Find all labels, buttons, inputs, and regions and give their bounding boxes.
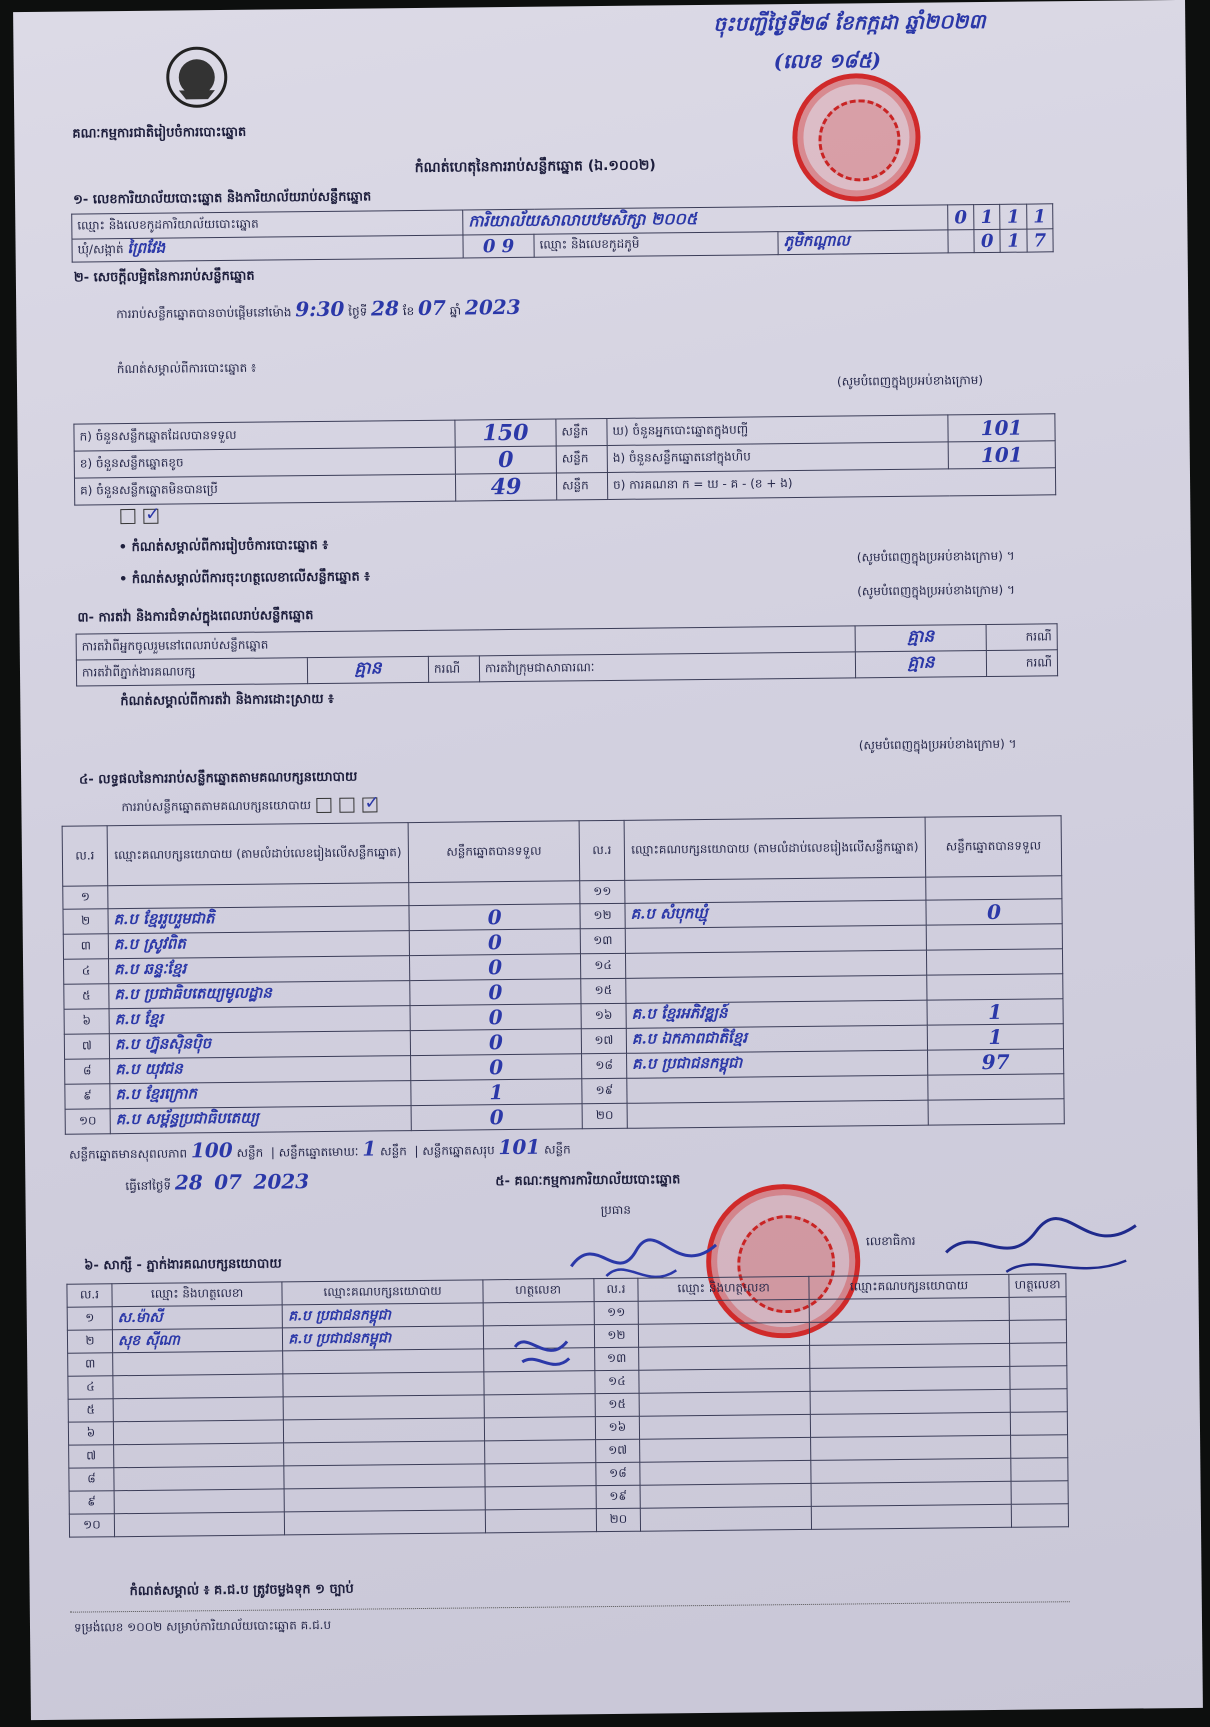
witness-no: ៥ xyxy=(68,1399,113,1422)
witness-no: ៨ xyxy=(69,1468,114,1491)
row-unused-label: គ) ចំនួនសន្លឹកឆ្នោតមិនបានប្រើ xyxy=(74,474,455,505)
total-invalid: 1 xyxy=(362,1136,377,1161)
case-label: ករណី xyxy=(986,650,1057,677)
station-code-2: 1 xyxy=(974,204,1001,229)
party-name: គ.ប ស្រូវពិត xyxy=(108,931,409,959)
witness-sign xyxy=(1010,1343,1067,1367)
witness-name xyxy=(639,1368,810,1393)
witness-no: ១ xyxy=(67,1307,112,1330)
witness-name xyxy=(639,1299,810,1324)
station-code-3: 1 xyxy=(1000,204,1027,229)
party-no: ៩ xyxy=(65,1084,110,1109)
section2-heading: ២- សេចក្ដីលម្អិតនៃការរាប់សន្លឹកឆ្នោត xyxy=(73,268,255,286)
case-label: ករណី xyxy=(986,624,1057,651)
ballot-count-table xyxy=(73,413,1056,505)
witness-sign xyxy=(1010,1320,1067,1344)
party-no: ២ xyxy=(63,909,108,934)
party-votes: 0 xyxy=(411,1104,582,1131)
complaint-2-value: គ្មាន xyxy=(307,656,428,683)
witness-name xyxy=(639,1322,810,1347)
section1-heading: ១- លេខការិយាល័យបោះឆ្នោត និងការិយាល័យរាប់សន្លឹកឆ្នោត xyxy=(72,189,372,208)
party-name: គ.ប ឯកភាពជាតិខ្មែរ xyxy=(626,1025,927,1053)
witness-sign xyxy=(1011,1458,1068,1482)
witness-name xyxy=(114,1512,285,1537)
station-label: ឈ្មោះ និងលេខកូដការិយាល័យបោះឆ្នោត xyxy=(72,210,463,239)
checkbox-line xyxy=(118,503,161,525)
party-name: គ.ប យុវជន xyxy=(110,1056,411,1084)
complaint-note: កំណត់សម្គាល់ពីការតវ៉ា និងការដោះស្រាយ ៖ xyxy=(120,691,334,710)
unit: សន្លឹក xyxy=(556,445,607,473)
party-no: ១៧ xyxy=(581,1028,626,1053)
village-code-1: 0 xyxy=(974,229,1001,252)
witness-no: ១៨ xyxy=(595,1462,640,1485)
checkbox-b[interactable] xyxy=(340,798,355,813)
party-name: គ.ប ខ្មែររួបរួមជាតិ xyxy=(108,906,409,934)
party-votes: 0 xyxy=(409,904,580,931)
commune-name: ព្រៃវែង xyxy=(127,238,166,257)
note-b: (សូមបំពេញក្នុងប្រអប់ខាងក្រោម) xyxy=(836,373,984,389)
party-no: ១៣ xyxy=(580,928,625,953)
party-votes xyxy=(928,1074,1064,1100)
col-no: ល.រ xyxy=(67,1284,112,1307)
party-name xyxy=(627,1075,928,1103)
count-start-line: ការរាប់សន្លឹកឆ្នោតបានចាប់ផ្ដើមនៅម៉ោង 9:30 ថ្ងៃទី 28 ខែ 07 ឆ្នាំ 2023 xyxy=(116,294,521,322)
village-label: ឈ្មោះ និងលេខកូដភូមិ xyxy=(534,232,779,258)
village-code-3: 7 xyxy=(1027,229,1054,252)
witness-no: ៦ xyxy=(68,1422,113,1445)
party-votes: 0 xyxy=(926,899,1062,925)
witness-sign xyxy=(484,1440,595,1464)
witness-party: គ.ប ប្រជាជនកម្ពុជា xyxy=(283,1326,484,1351)
checkbox-no[interactable] xyxy=(120,509,135,524)
witness-party xyxy=(285,1510,486,1535)
witness-no: ៩ xyxy=(69,1491,114,1514)
witness-no: ៧ xyxy=(69,1445,114,1468)
witness-sign xyxy=(1011,1481,1068,1505)
party-name: គ.ប សម្ព័ន្ធប្រជាធិបតេយ្យ xyxy=(110,1106,411,1134)
remark-2: • កំណត់សម្គាល់ពីការចុះហត្ថលេខាលើសន្លឹកឆ្នោត ៖ xyxy=(118,569,371,588)
row-unused-value: 49 xyxy=(455,473,556,501)
party-votes: 1 xyxy=(927,1024,1063,1050)
witness-no: ១៩ xyxy=(596,1485,641,1508)
party-votes xyxy=(926,876,1062,900)
witness-party xyxy=(809,1320,1010,1345)
party-results-table xyxy=(62,815,1065,1134)
party-votes xyxy=(926,949,1062,975)
party-no: ៧ xyxy=(64,1034,109,1059)
witness-name xyxy=(640,1460,811,1485)
col-sign: ហត្ថលេខា xyxy=(1009,1274,1066,1298)
party-no: ១៨ xyxy=(582,1053,627,1078)
complaint-note-hint: (សូមបំពេញក្នុងប្រអប់ខាងក្រោម) ។ xyxy=(858,736,1017,753)
party-name: គ.ប ហ្វ៊ុនស៊ិនប៉ិច xyxy=(109,1031,410,1059)
registry-number: (លេខ ១៨៥) xyxy=(773,48,882,74)
party-no: ១៥ xyxy=(581,978,626,1003)
witness-party: គ.ប ប្រជាជនកម្ពុជា xyxy=(283,1303,484,1328)
complaint-row-3: ការតវ៉ាក្រុមជាសាធារណៈ xyxy=(479,652,855,682)
total-valid: 100 xyxy=(190,1137,233,1163)
witness-party xyxy=(810,1366,1011,1391)
witness-name: សុខ ស៊ីណា xyxy=(112,1328,283,1353)
registry-note: ចុះបញ្ជីថ្ងៃទី២៨ ខែកក្កដា ឆ្នាំ២០២៣ xyxy=(713,9,986,36)
party-votes: 0 xyxy=(410,1029,581,1056)
totals-line: សន្លឹកឆ្នោតមានសុពលភាព 100 សន្លឹក | សន្លឹកឆ្នោតមោឃៈ 1 សន្លឹក | សន្លឹកឆ្នោតសរុប 101 សន្លឹក xyxy=(68,1134,571,1163)
party-votes: 1 xyxy=(411,1079,582,1106)
form-title: កំណត់ហេតុនៃការរាប់សន្លឹកឆ្នោត (ឯ.១០០២) xyxy=(414,157,656,176)
checkbox-a[interactable] xyxy=(317,798,332,813)
row-inbox-value: 101 xyxy=(948,441,1055,469)
case-label: ករណី xyxy=(428,656,479,683)
station-name: ការិយាល័យសាលាបឋមសិក្សា ២០០៥ xyxy=(463,205,948,235)
party-name xyxy=(626,975,927,1003)
witness-sign xyxy=(483,1302,594,1326)
complaint-1-value: គ្មាន xyxy=(855,625,986,652)
witness-name xyxy=(113,1351,284,1376)
witness-no: ៣ xyxy=(68,1353,113,1376)
party-no: ១៦ xyxy=(581,1003,626,1028)
party-votes: 1 xyxy=(927,999,1063,1025)
witness-party xyxy=(809,1343,1010,1368)
witness-party xyxy=(284,1418,485,1443)
party-votes xyxy=(409,881,580,906)
party-no: ១២ xyxy=(580,903,625,928)
witness-sign xyxy=(1011,1435,1068,1459)
party-votes xyxy=(926,924,1062,950)
party-name xyxy=(108,883,409,909)
row-formula: ច) ការគណនា ក = ឃ - គ - (ខ + ង) xyxy=(607,468,1055,500)
witness-name xyxy=(639,1345,810,1370)
start-day: 28 xyxy=(370,296,400,321)
witness-name xyxy=(641,1506,812,1531)
witness-table xyxy=(66,1273,1069,1537)
col-votes: សន្លឹកឆ្នោតបានទទួល xyxy=(925,816,1062,877)
witness-name xyxy=(640,1391,811,1416)
witness-name xyxy=(640,1483,811,1508)
chair-label: ប្រធាន xyxy=(600,1202,631,1218)
witness-sign xyxy=(485,1509,596,1533)
witness-no: ១៣ xyxy=(594,1347,639,1370)
witness-name xyxy=(113,1420,284,1445)
witness-sign xyxy=(1010,1366,1067,1390)
party-no: ៣ xyxy=(63,934,108,959)
witness-party xyxy=(284,1464,485,1489)
party-no: ១៩ xyxy=(582,1078,627,1103)
witness-name xyxy=(640,1437,811,1462)
date-day: 28 xyxy=(174,1170,203,1195)
col-party: ឈ្មោះគណបក្សនយោបាយ xyxy=(809,1274,1010,1299)
party-name: គ.ប សំបុកឃ្មុំ xyxy=(625,900,926,928)
witness-no: ១៤ xyxy=(594,1370,639,1393)
station-code-1: 0 xyxy=(947,205,974,230)
col-name: ឈ្មោះ និងហត្ថលេខា xyxy=(638,1276,809,1301)
start-year: 2023 xyxy=(464,294,521,320)
remark-1: • កំណត់សម្គាល់ពីការរៀបចំការបោះឆ្នោត ៖ xyxy=(118,537,329,556)
witness-sign xyxy=(484,1417,595,1441)
party-no: ១៤ xyxy=(580,953,625,978)
official-seal-top xyxy=(792,73,921,202)
witness-name xyxy=(640,1414,811,1439)
date-line: ធ្វើនៅថ្ងៃទី 28 07 2023 xyxy=(125,1169,310,1195)
party-no: ១ xyxy=(63,886,108,909)
checkbox-yes[interactable]: ✓ xyxy=(145,503,161,525)
witness-no: ១០ xyxy=(69,1514,114,1537)
remark-1-hint: (សូមបំពេញក្នុងប្រអប់ខាងក្រោម) ។ xyxy=(856,548,1015,565)
col-no: ល.រ xyxy=(593,1278,638,1301)
polling-station-table xyxy=(71,203,1053,262)
total-all: 101 xyxy=(498,1134,541,1160)
complaint-3-value: គ្មាន xyxy=(855,651,986,678)
start-month: 07 xyxy=(417,295,446,320)
party-name: គ.ប ប្រជាជនកម្ពុជា xyxy=(627,1050,928,1078)
party-name: គ.ប ខ្មែរ xyxy=(109,1006,410,1034)
witness-sign xyxy=(1012,1504,1069,1528)
witness-no: ២ xyxy=(67,1330,112,1353)
date-year: 2023 xyxy=(253,1169,310,1194)
witness-party xyxy=(811,1458,1012,1483)
col-no: ល.រ xyxy=(579,820,625,880)
footnote: កំណត់សម្គាល់ ៖ គ.ជ.ប ត្រូវចម្លងទុក ១ ច្បាប់ xyxy=(129,1581,354,1600)
party-name xyxy=(625,950,926,978)
witness-party xyxy=(811,1481,1012,1506)
party-votes: 0 xyxy=(411,1054,582,1081)
witness-no: ២០ xyxy=(596,1508,641,1531)
complaints-table xyxy=(76,623,1059,686)
witness-name xyxy=(113,1374,284,1399)
committee-heading: ៥- គណៈកម្មការការិយាល័យបោះឆ្នោត xyxy=(495,1172,681,1190)
col-party: ឈ្មោះគណបក្សនយោបាយ xyxy=(282,1280,483,1305)
ministry-name: គណៈកម្មការជាតិរៀបចំការបោះឆ្នោត xyxy=(72,124,247,142)
witness-party xyxy=(811,1504,1012,1529)
section4-heading: ៤- លទ្ធផលនៃការរាប់សន្លឹកឆ្នោតតាមគណបក្សនយោបាយ xyxy=(79,769,358,788)
start-time: 9:30 xyxy=(295,296,345,322)
row-voters-value: 101 xyxy=(948,414,1055,442)
party-no: ៤ xyxy=(64,959,109,984)
party-no: ២០ xyxy=(582,1103,627,1128)
witness-party xyxy=(809,1297,1010,1322)
witness-name: ស.ម៉ាសី xyxy=(112,1305,283,1330)
unit: សន្លឹក xyxy=(556,418,607,446)
party-votes: 97 xyxy=(928,1049,1064,1075)
col-party: ឈ្មោះគណបក្សនយោបាយ (តាមលំដាប់លេខរៀងលើសន្លឹកឆ្នោត) xyxy=(107,823,409,886)
col-name: ឈ្មោះ និងហត្ថលេខា xyxy=(112,1282,283,1307)
witness-party xyxy=(283,1372,484,1397)
col-votes: សន្លឹកឆ្នោតបានទទួល xyxy=(408,821,580,883)
party-votes xyxy=(928,1099,1064,1125)
party-name: គ.ប ខ្មែរអភិវឌ្ឍន៍ xyxy=(626,1000,927,1028)
remark-2-hint: (សូមបំពេញក្នុងប្រអប់ខាងក្រោម) ។ xyxy=(857,582,1015,599)
witness-party xyxy=(283,1349,484,1374)
village-code-2: 1 xyxy=(1000,229,1027,252)
party-no: ៦ xyxy=(64,1009,109,1034)
witness-name xyxy=(113,1397,284,1422)
date-month: 07 xyxy=(214,1169,243,1195)
witness-no: ៤ xyxy=(68,1376,113,1399)
witness-no: ១១ xyxy=(594,1301,639,1324)
witness-sign xyxy=(1010,1389,1067,1413)
witness-name xyxy=(114,1466,285,1491)
witness-party xyxy=(810,1412,1011,1437)
village-name: ភូមិកណ្ដាល xyxy=(778,230,948,255)
witness-no: ១៦ xyxy=(595,1416,640,1439)
col-party: ឈ្មោះគណបក្សនយោបាយ (តាមលំដាប់លេខរៀងលើសន្លឹកឆ្នោត) xyxy=(624,817,926,880)
witness-party xyxy=(284,1487,485,1512)
party-no: ១១ xyxy=(580,880,625,903)
note-a: កំណត់សម្គាល់ពីការបោះឆ្នោត ៖ xyxy=(116,360,257,377)
unit: សន្លឹក xyxy=(556,472,607,500)
witness-sign xyxy=(485,1486,596,1510)
party-no: ១០ xyxy=(65,1109,110,1134)
witness-no: ១៥ xyxy=(595,1393,640,1416)
row-spoiled-value: 0 xyxy=(455,446,556,474)
witness-signature xyxy=(507,1326,578,1377)
commune-label: ឃុំ/សង្កាត់ ព្រៃវែង xyxy=(72,235,463,262)
party-votes: 0 xyxy=(409,929,580,956)
party-no: ៨ xyxy=(65,1059,110,1084)
row-received-label: ក) ចំនួនសន្លឹកឆ្នោតដែលបានទទួល xyxy=(74,420,455,451)
emblem-icon xyxy=(163,44,230,111)
row-voters-label: ឃ) ចំនួនអ្នកបោះឆ្នោតក្នុងបញ្ជី xyxy=(607,415,948,446)
witness-party xyxy=(284,1441,485,1466)
section4-intro: ការរាប់សន្លឹកឆ្នោតតាមគណបក្សនយោបាយ ✓ xyxy=(121,792,380,815)
witness-name xyxy=(114,1443,285,1468)
secretary-label: លេខាធិការ xyxy=(865,1233,916,1249)
complaint-row-2: ការតវ៉ាពីភ្នាក់ងារគណបក្ស xyxy=(76,658,307,686)
complaint-row-1: ការតវ៉ាពីអ្នកចូលរួមនៅពេលរាប់សន្លឹកឆ្នោត xyxy=(76,626,855,660)
row-spoiled-label: ខ) ចំនួនសន្លឹកឆ្នោតខូច xyxy=(74,447,455,478)
party-votes: 0 xyxy=(409,954,580,981)
checkbox-c[interactable]: ✓ xyxy=(364,792,380,814)
row-inbox-label: ង) ចំនួនសន្លឹកឆ្នោតនៅក្នុងហិប xyxy=(607,442,948,473)
witness-no: ១២ xyxy=(594,1324,639,1347)
party-name: គ.ប ខ្មែរក្រោក xyxy=(110,1081,411,1109)
witness-no: ១៧ xyxy=(595,1439,640,1462)
witness-name xyxy=(114,1489,285,1514)
party-name: គ.ប ឆន្ទៈខ្មែរ xyxy=(109,956,410,984)
witness-sign xyxy=(1011,1412,1068,1436)
section6-heading: ៦- សាក្សី - ភ្នាក់ងារគណបក្សនយោបាយ xyxy=(84,1256,282,1274)
party-no: ៥ xyxy=(64,984,109,1009)
col-sign: ហត្ថលេខា xyxy=(483,1279,594,1303)
party-name: គ.ប ប្រជាធិបតេយ្យមូលដ្ឋាន xyxy=(109,981,410,1009)
witness-sign xyxy=(1009,1297,1066,1321)
party-votes: 0 xyxy=(410,979,581,1006)
party-votes: 0 xyxy=(410,1004,581,1031)
witness-sign xyxy=(484,1394,595,1418)
witness-sign xyxy=(485,1463,596,1487)
party-name xyxy=(627,1100,928,1128)
footer: ទម្រង់លេខ ១០០២ សម្រាប់ការិយាល័យបោះឆ្នោត គ.ជ.ប xyxy=(73,1617,332,1635)
witness-party xyxy=(810,1389,1011,1414)
section3-heading: ៣- ការតវ៉ា និងការជំទាស់ក្នុងពេលរាប់សន្លឹកឆ្នោត xyxy=(77,608,314,626)
commune-number: 0 9 xyxy=(463,234,534,258)
col-no: ល.រ xyxy=(62,826,108,886)
party-name xyxy=(625,925,926,953)
party-votes xyxy=(927,974,1063,1000)
witness-party xyxy=(810,1435,1011,1460)
station-code-4: 1 xyxy=(1026,204,1053,229)
ballot-count-form xyxy=(13,0,1203,1720)
party-name xyxy=(625,877,926,903)
row-received-value: 150 xyxy=(455,419,556,447)
witness-party xyxy=(283,1395,484,1420)
